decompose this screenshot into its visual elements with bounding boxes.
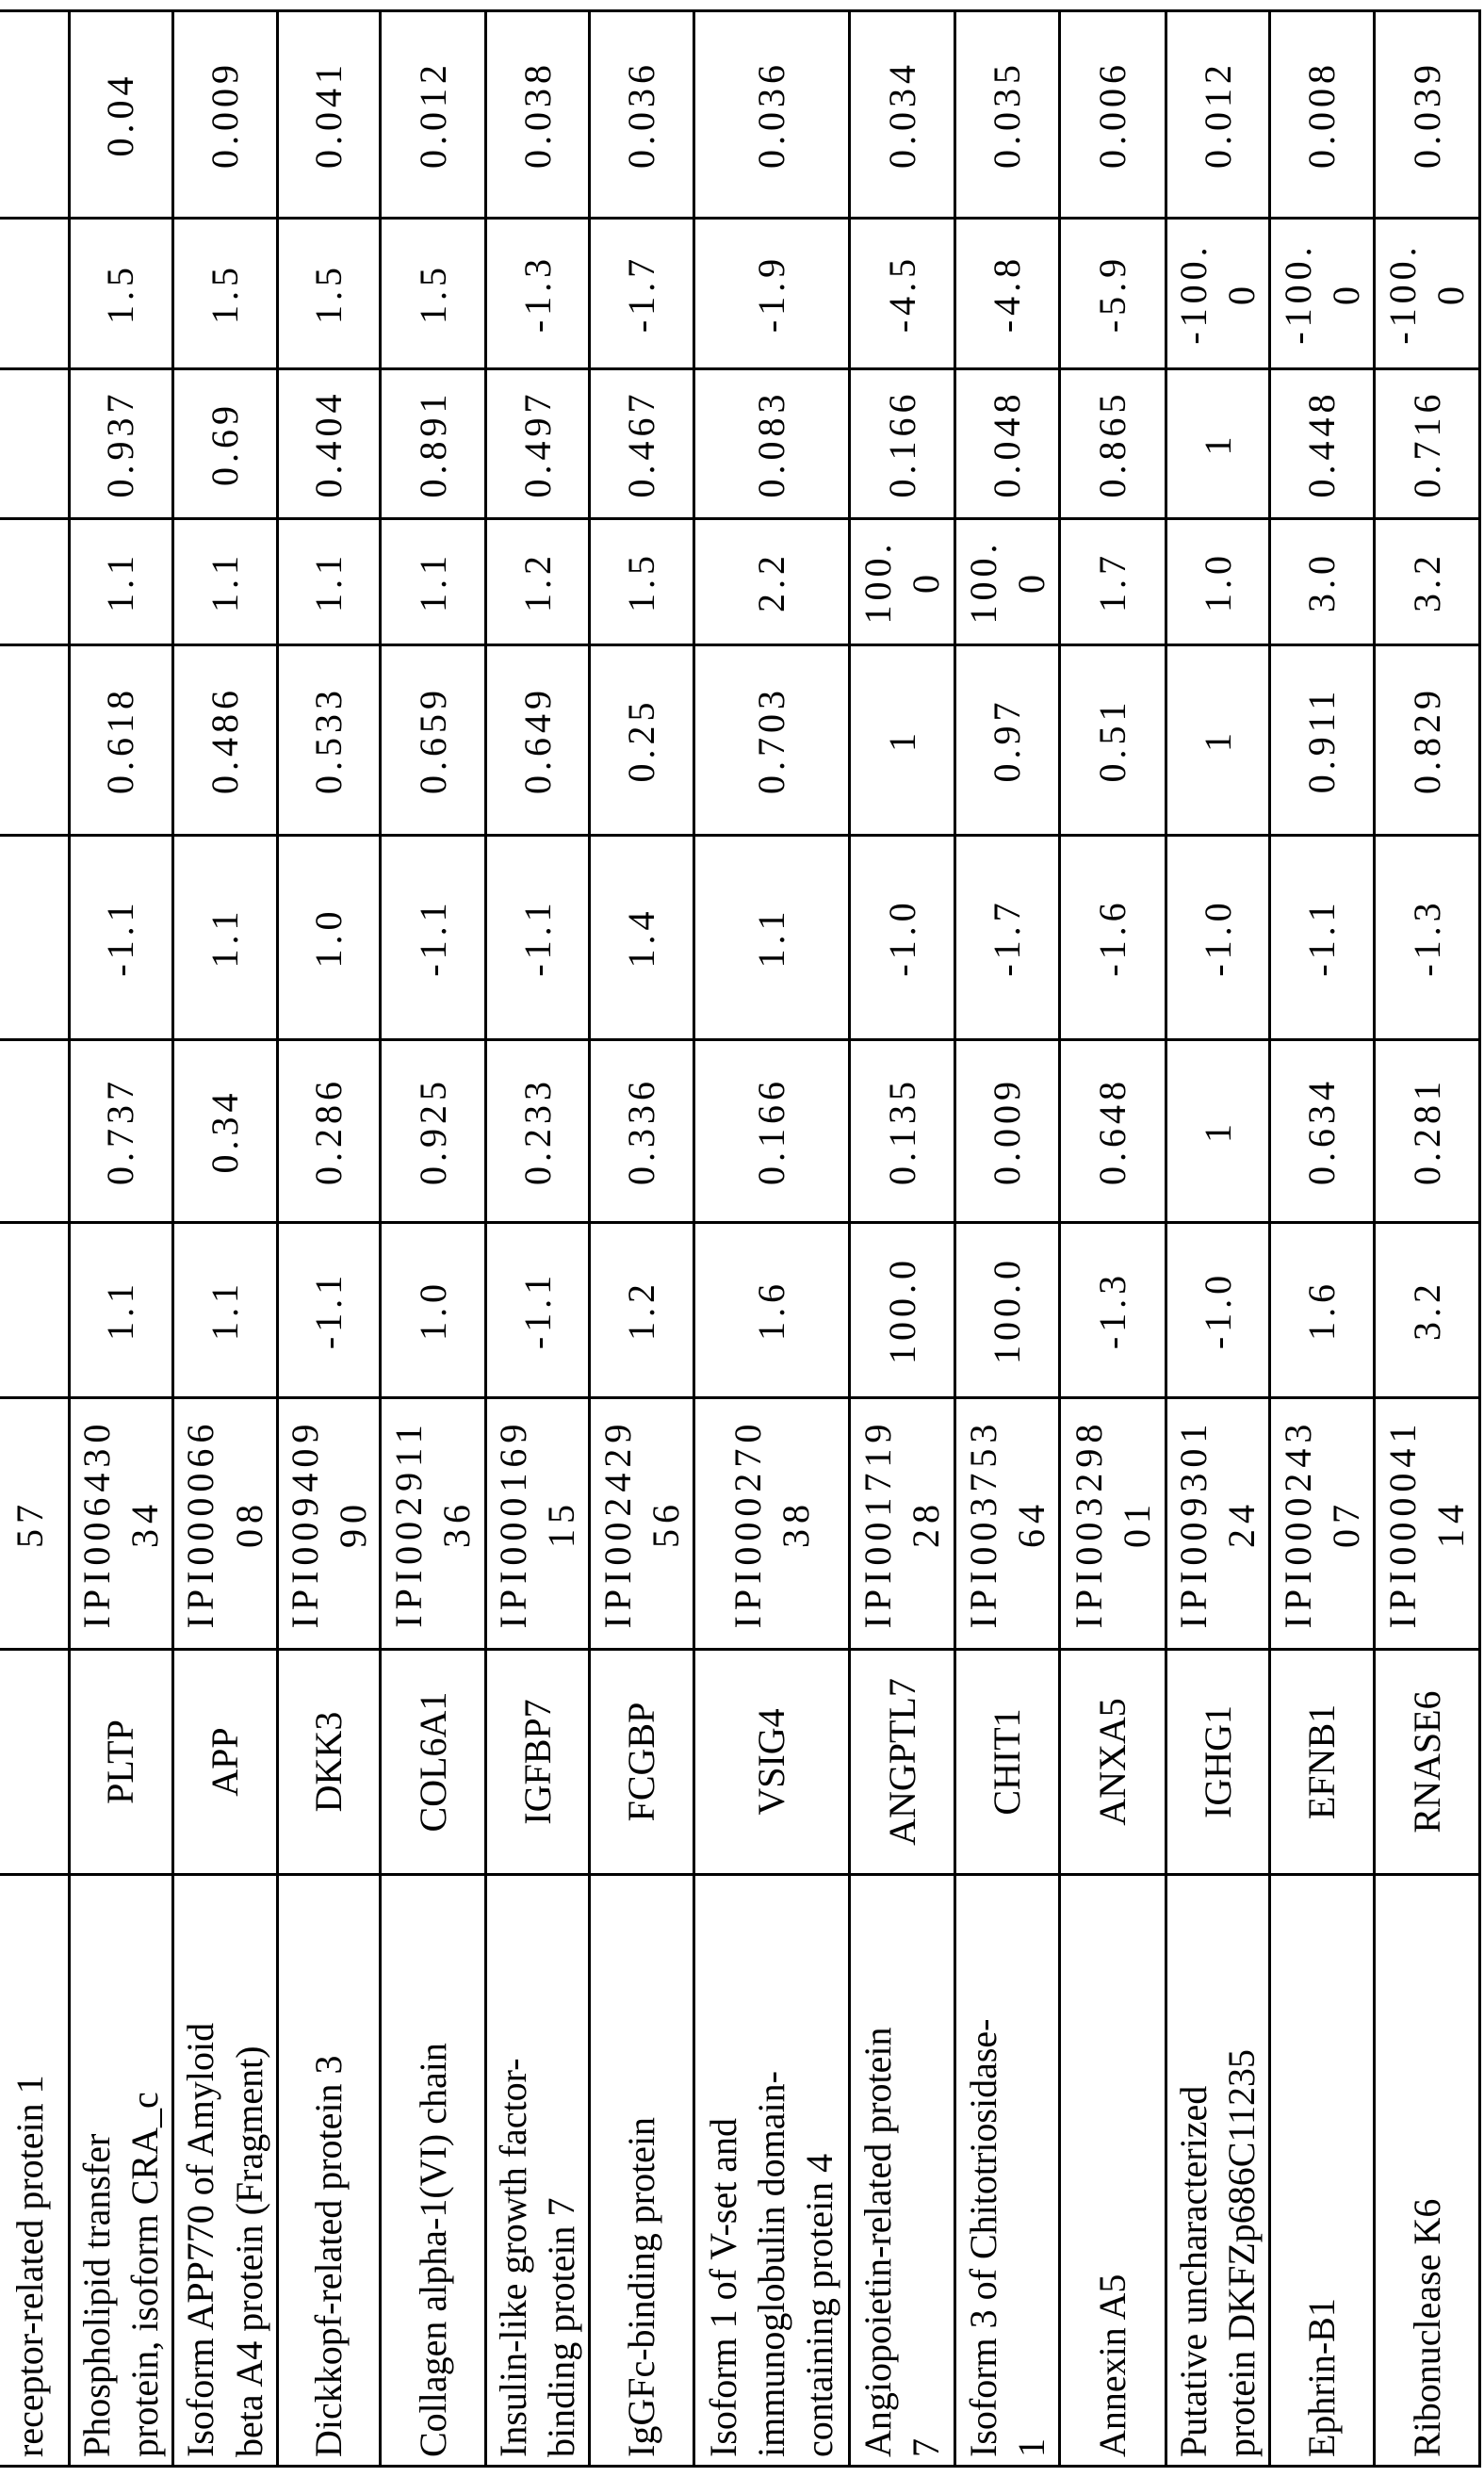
- fold-change-2-cell: -1.1: [69, 836, 172, 1040]
- p-value-4-cell: 0.012: [1166, 11, 1269, 219]
- fold-change-1-cell: 1.0: [380, 1223, 485, 1398]
- ipi-accession-cell: IPI00329801: [1059, 1398, 1166, 1650]
- fold-change-3-cell: 2.2: [693, 519, 849, 645]
- p-value-1-cell: 0.737: [69, 1040, 172, 1223]
- ipi-accession-cell: IPI00940990: [277, 1398, 380, 1650]
- p-value-3-cell: 0.448: [1269, 369, 1374, 519]
- gene-symbol-cell: RNASE6: [1374, 1650, 1479, 1875]
- protein-name-cell: Annexin A5: [1059, 1875, 1166, 2467]
- gene-symbol-cell: IGFBP7: [485, 1650, 589, 1875]
- ipi-accession-cell: IPI00024307: [1269, 1398, 1374, 1650]
- fold-change-1-cell: 1.1: [172, 1223, 277, 1398]
- fold-change-1-cell: -1.1: [485, 1223, 589, 1398]
- fold-change-2-cell: -1.0: [1166, 836, 1269, 1040]
- fold-change-4-cell: -5.9: [1059, 219, 1166, 369]
- table-body: [0, 11, 1479, 2467]
- gene-symbol-cell: DKK3: [277, 1650, 380, 1875]
- fold-change-2-cell: 1.1: [693, 836, 849, 1040]
- table-row: [380, 11, 485, 2467]
- table-row: [485, 11, 589, 2467]
- fold-change-1-cell: 100.0: [849, 1223, 954, 1398]
- fold-change-2-cell: -1.1: [1269, 836, 1374, 1040]
- p-value-4-cell: 0.035: [954, 11, 1059, 219]
- protein-name-cell: Isoform APP770 of Amyloid beta A4 protein (Fragment): [172, 1875, 277, 2467]
- ipi-accession-cell: IPI00291136: [380, 1398, 485, 1650]
- ipi-accession-cell: 57: [0, 1398, 69, 1650]
- p-value-1-cell: 1: [1166, 1040, 1269, 1223]
- fold-change-3-cell: 1.5: [589, 519, 693, 645]
- table-row: [1269, 11, 1374, 2467]
- fold-change-1-cell: -1.3: [1059, 1223, 1166, 1398]
- fold-change-4-cell: -100.0: [1166, 219, 1269, 369]
- fold-change-3-cell: 1.2: [485, 519, 589, 645]
- fold-change-4-cell: -100.0: [1374, 219, 1479, 369]
- fold-change-3-cell: 1.7: [1059, 519, 1166, 645]
- fold-change-2-cell: 1.4: [589, 836, 693, 1040]
- gene-symbol-cell: APP: [172, 1650, 277, 1875]
- fold-change-1-cell: 1.6: [693, 1223, 849, 1398]
- ipi-accession-cell: IPI00006608: [172, 1398, 277, 1650]
- fold-change-4-cell: [0, 219, 69, 369]
- p-value-4-cell: 0.036: [693, 11, 849, 219]
- p-value-2-cell: 0.533: [277, 645, 380, 836]
- p-value-3-cell: 0.865: [1059, 369, 1166, 519]
- fold-change-4-cell: 1.5: [69, 219, 172, 369]
- table-row: [693, 11, 849, 2467]
- ipi-accession-cell: IPI00930124: [1166, 1398, 1269, 1650]
- gene-symbol-cell: IGHG1: [1166, 1650, 1269, 1875]
- protein-name-cell: Angiopoietin-related protein 7: [849, 1875, 954, 2467]
- p-value-3-cell: 0.69: [172, 369, 277, 519]
- p-value-2-cell: 1: [849, 645, 954, 836]
- table-row: [69, 11, 172, 2467]
- gene-symbol-cell: ANXA5: [1059, 1650, 1166, 1875]
- gene-symbol-cell: COL6A1: [380, 1650, 485, 1875]
- p-value-2-cell: 0.911: [1269, 645, 1374, 836]
- fold-change-3-cell: 1.1: [380, 519, 485, 645]
- fold-change-4-cell: 1.5: [277, 219, 380, 369]
- gene-symbol-cell: PLTP: [69, 1650, 172, 1875]
- fold-change-2-cell: -1.1: [380, 836, 485, 1040]
- p-value-3-cell: [0, 369, 69, 519]
- p-value-3-cell: 0.083: [693, 369, 849, 519]
- fold-change-1-cell: -1.1: [277, 1223, 380, 1398]
- protein-table: [0, 9, 1481, 2468]
- fold-change-4-cell: -4.5: [849, 219, 954, 369]
- ipi-accession-cell: IPI00643034: [69, 1398, 172, 1650]
- table-row: [849, 11, 954, 2467]
- p-value-1-cell: 0.286: [277, 1040, 380, 1223]
- p-value-3-cell: 0.937: [69, 369, 172, 519]
- fold-change-3-cell: 3.0: [1269, 519, 1374, 645]
- p-value-4-cell: 0.008: [1269, 11, 1374, 219]
- p-value-4-cell: 0.012: [380, 11, 485, 219]
- ipi-accession-cell: IPI00004114: [1374, 1398, 1479, 1650]
- p-value-1-cell: 0.925: [380, 1040, 485, 1223]
- p-value-1-cell: 0.281: [1374, 1040, 1479, 1223]
- fold-change-1-cell: 1.2: [589, 1223, 693, 1398]
- fold-change-4-cell: -1.9: [693, 219, 849, 369]
- table-row: [589, 11, 693, 2467]
- fold-change-1-cell: 3.2: [1374, 1223, 1479, 1398]
- fold-change-3-cell: [0, 519, 69, 645]
- p-value-1-cell: 0.233: [485, 1040, 589, 1223]
- p-value-4-cell: 0.04: [69, 11, 172, 219]
- p-value-3-cell: 0.891: [380, 369, 485, 519]
- p-value-3-cell: 1: [1166, 369, 1269, 519]
- p-value-2-cell: 0.618: [69, 645, 172, 836]
- fold-change-4-cell: -100.0: [1269, 219, 1374, 369]
- ipi-accession-cell: IPI00242956: [589, 1398, 693, 1650]
- table-row: [172, 11, 277, 2467]
- protein-name-cell: Insulin-like growth factor- binding protein 7: [485, 1875, 589, 2467]
- p-value-1-cell: 0.336: [589, 1040, 693, 1223]
- table-row-partial: [0, 11, 69, 2467]
- p-value-1-cell: 0.634: [1269, 1040, 1374, 1223]
- gene-symbol-cell: VSIG4: [693, 1650, 849, 1875]
- fold-change-3-cell: 1.1: [277, 519, 380, 645]
- p-value-4-cell: 0.039: [1374, 11, 1479, 219]
- p-value-2-cell: 0.25: [589, 645, 693, 836]
- fold-change-4-cell: -1.7: [589, 219, 693, 369]
- fold-change-3-cell: 1.1: [172, 519, 277, 645]
- protein-name-cell: receptor-related protein 1: [0, 1875, 69, 2467]
- p-value-2-cell: 0.51: [1059, 645, 1166, 836]
- rotated-page: [0, 0, 1484, 2477]
- p-value-3-cell: 0.166: [849, 369, 954, 519]
- gene-symbol-cell: [0, 1650, 69, 1875]
- p-value-2-cell: 0.649: [485, 645, 589, 836]
- p-value-3-cell: 0.497: [485, 369, 589, 519]
- p-value-3-cell: 0.048: [954, 369, 1059, 519]
- fold-change-4-cell: -1.3: [485, 219, 589, 369]
- fold-change-2-cell: 1.0: [277, 836, 380, 1040]
- fold-change-2-cell: [0, 836, 69, 1040]
- fold-change-1-cell: [0, 1223, 69, 1398]
- p-value-2-cell: [0, 645, 69, 836]
- p-value-2-cell: 0.659: [380, 645, 485, 836]
- protein-name-cell: Phospholipid transfer protein, isoform CRA_c: [69, 1875, 172, 2467]
- fold-change-1-cell: 100.0: [954, 1223, 1059, 1398]
- table-row: [1374, 11, 1479, 2467]
- fold-change-2-cell: -1.0: [849, 836, 954, 1040]
- p-value-2-cell: 0.486: [172, 645, 277, 836]
- fold-change-2-cell: -1.1: [485, 836, 589, 1040]
- fold-change-1-cell: -1.0: [1166, 1223, 1269, 1398]
- ipi-accession-cell: IPI00016915: [485, 1398, 589, 1650]
- fold-change-1-cell: 1.1: [69, 1223, 172, 1398]
- gene-symbol-cell: ANGPTL7: [849, 1650, 954, 1875]
- protein-name-cell: Ribonuclease K6: [1374, 1875, 1479, 2467]
- p-value-4-cell: 0.038: [485, 11, 589, 219]
- fold-change-2-cell: -1.3: [1374, 836, 1479, 1040]
- fold-change-4-cell: -4.8: [954, 219, 1059, 369]
- ipi-accession-cell: IPI00375364: [954, 1398, 1059, 1650]
- table-row: [1166, 11, 1269, 2467]
- fold-change-4-cell: 1.5: [172, 219, 277, 369]
- p-value-3-cell: 0.467: [589, 369, 693, 519]
- fold-change-3-cell: 100.0: [954, 519, 1059, 645]
- p-value-2-cell: 1: [1166, 645, 1269, 836]
- gene-symbol-cell: EFNB1: [1269, 1650, 1374, 1875]
- p-value-1-cell: 0.648: [1059, 1040, 1166, 1223]
- p-value-1-cell: 0.166: [693, 1040, 849, 1223]
- p-value-1-cell: 0.34: [172, 1040, 277, 1223]
- fold-change-1-cell: 1.6: [1269, 1223, 1374, 1398]
- ipi-accession-cell: IPI00171928: [849, 1398, 954, 1650]
- p-value-1-cell: 0.009: [954, 1040, 1059, 1223]
- protein-name-cell: IgGFc-binding protein: [589, 1875, 693, 2467]
- p-value-4-cell: 0.034: [849, 11, 954, 219]
- fold-change-2-cell: -1.7: [954, 836, 1059, 1040]
- p-value-4-cell: 0.006: [1059, 11, 1166, 219]
- fold-change-3-cell: 100.0: [849, 519, 954, 645]
- p-value-2-cell: 0.829: [1374, 645, 1479, 836]
- p-value-4-cell: [0, 11, 69, 219]
- protein-name-cell: Isoform 1 of V-set and immunoglobulin domain- containing protein 4: [693, 1875, 849, 2467]
- table-row: [1059, 11, 1166, 2467]
- protein-name-cell: Dickkopf-related protein 3: [277, 1875, 380, 2467]
- table-row: [954, 11, 1059, 2467]
- protein-name-cell: Collagen alpha-1(VI) chain: [380, 1875, 485, 2467]
- p-value-4-cell: 0.041: [277, 11, 380, 219]
- gene-symbol-cell: FCGBP: [589, 1650, 693, 1875]
- protein-name-cell: Isoform 3 of Chitotriosidase- 1: [954, 1875, 1059, 2467]
- fold-change-2-cell: -1.6: [1059, 836, 1166, 1040]
- fold-change-2-cell: 1.1: [172, 836, 277, 1040]
- p-value-3-cell: 0.404: [277, 369, 380, 519]
- p-value-3-cell: 0.716: [1374, 369, 1479, 519]
- p-value-4-cell: 0.009: [172, 11, 277, 219]
- fold-change-3-cell: 1.1: [69, 519, 172, 645]
- p-value-2-cell: 0.97: [954, 645, 1059, 836]
- p-value-1-cell: [0, 1040, 69, 1223]
- p-value-2-cell: 0.703: [693, 645, 849, 836]
- fold-change-3-cell: 1.0: [1166, 519, 1269, 645]
- p-value-4-cell: 0.036: [589, 11, 693, 219]
- protein-name-cell: Ephrin-B1: [1269, 1875, 1374, 2467]
- fold-change-3-cell: 3.2: [1374, 519, 1479, 645]
- protein-name-cell: Putative uncharacterized protein DKFZp686C11235: [1166, 1875, 1269, 2467]
- gene-symbol-cell: CHIT1: [954, 1650, 1059, 1875]
- ipi-accession-cell: IPI00027038: [693, 1398, 849, 1650]
- p-value-1-cell: 0.135: [849, 1040, 954, 1223]
- table-row: [277, 11, 380, 2467]
- fold-change-4-cell: 1.5: [380, 219, 485, 369]
